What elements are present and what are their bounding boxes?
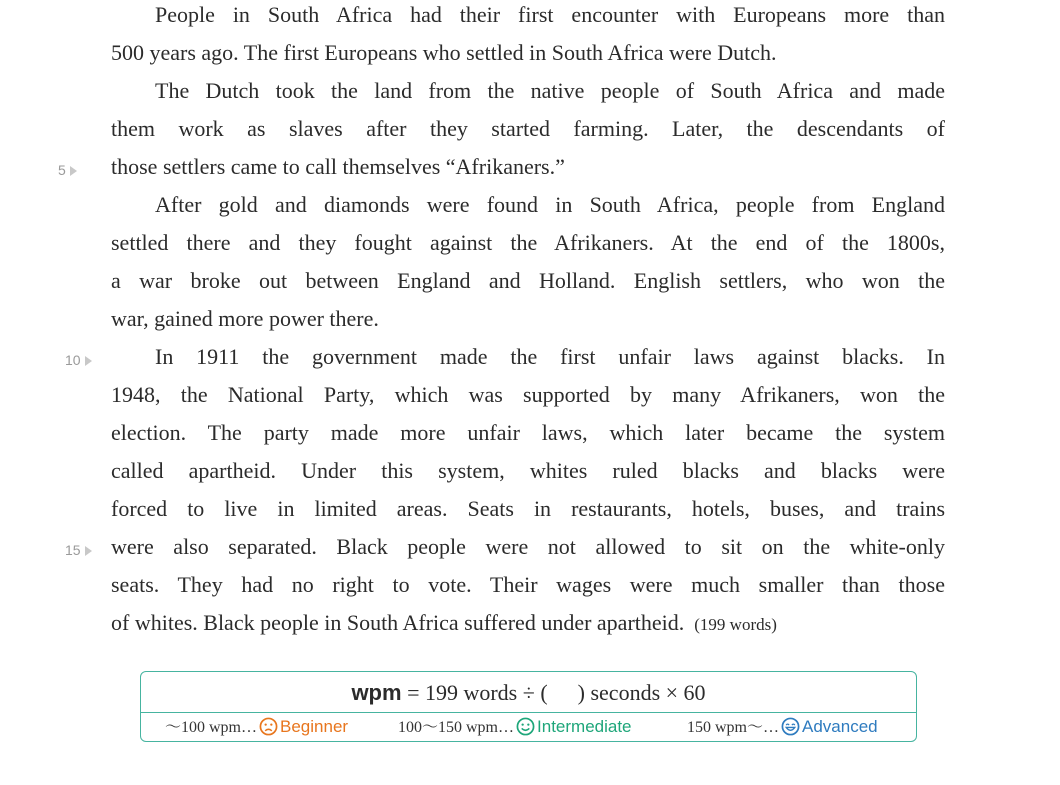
sad-face-icon [259,717,278,747]
passage-line: were also separated. Black people were not allowed to sit on the white-only [111,534,945,559]
passage-line: election. The party made more unfair laws, which later became the system [111,420,945,445]
level-range: 100～150 wpm… [398,719,515,736]
level-name: Intermediate [537,717,632,736]
passage-line: called apartheid. Under this system, whites ruled blacks and blacks were [111,458,945,483]
passage-line: forced to live in limited areas. Seats in restaurants, hotels, buses, and trains [111,496,945,521]
triangle-marker-icon [85,546,92,556]
passage-line: seats. They had no right to vote. Their wages were much smaller than those [111,572,945,597]
passage-last-line [111,604,945,642]
smile-face-icon [516,717,535,747]
passage-line: After gold and diamonds were found in South Africa, people from England [155,192,945,217]
level-range: ～100 wpm… [165,719,258,736]
line-number-10: 10 [65,341,105,379]
wpm-levels [141,712,916,742]
triangle-marker-icon [85,356,92,366]
wpm-formula [141,672,916,713]
passage-line: The Dutch took the land from the native people of South Africa and made [155,78,945,103]
passage-line: them work as slaves after they started farming. Later, the descendants of [111,116,945,141]
word-count: (199 words) [694,615,777,634]
happy-face-icon [781,717,800,747]
wpm-label: wpm [351,680,402,705]
passage-line: war, gained more power there. [111,306,379,331]
level-name: Beginner [280,717,349,736]
formula-before: = 199 words ÷ ( [401,680,548,705]
passage-line: those settlers came to call themselves “Afrikaners.” [111,154,565,179]
formula-after: ) seconds × 60 [577,680,706,705]
passage-line: settled there and they fought against the Afrikaners. At the end of the 1800s, [111,230,945,255]
wpm-box [140,671,917,742]
level-beginner [165,712,348,742]
level-advanced [687,712,878,742]
passage-line: In 1911 the government made the first unfair laws against blacks. In [155,344,945,369]
level-name: Advanced [802,717,878,736]
passage-line: a war broke out between England and Holland. English settlers, who won the [111,268,945,293]
line-number-15: 15 [65,531,105,569]
triangle-marker-icon [70,166,77,176]
line-number-5: 5 [58,151,98,189]
passage-line: People in South Africa had their first encounter with Europeans more than [155,2,945,27]
level-range: 150 wpm～… [687,719,780,736]
passage-line: 500 years ago. The first Europeans who settled in South Africa were Dutch. [111,40,777,65]
passage-line: 1948, the National Party, which was supported by many Afrikaners, won the [111,382,945,407]
passage-line: of whites. Black people in South Africa suffered under apartheid. [111,610,685,635]
level-intermediate [398,712,632,742]
